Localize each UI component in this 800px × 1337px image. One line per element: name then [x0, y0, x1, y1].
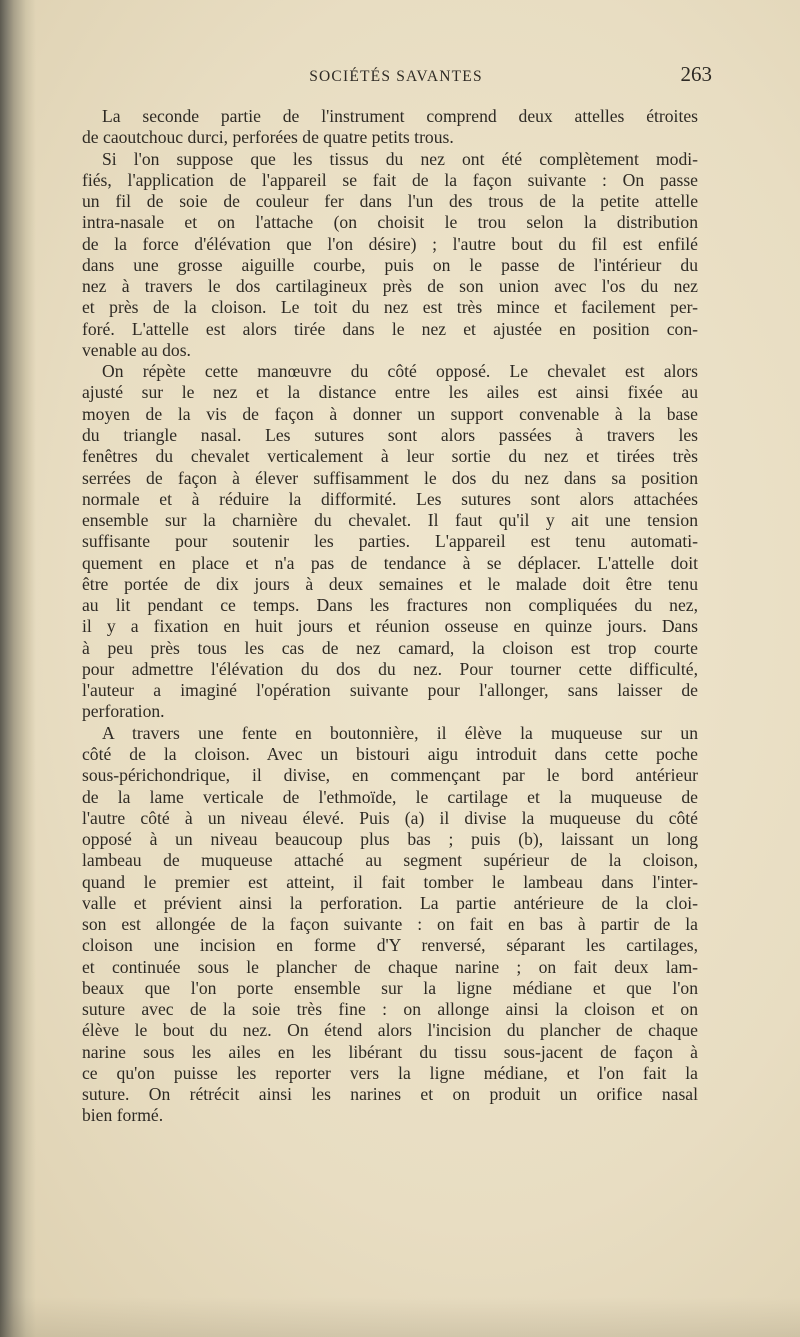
text-line: Si l'on suppose que les tissus du nez ont été complètement modi-	[102, 148, 698, 169]
text-line: bien formé.	[82, 1105, 164, 1126]
body-text	[82, 106, 698, 1127]
text-line: un fil de soie de couleur fer dans l'un des trous de la petite attelle	[82, 191, 698, 212]
text-line: sous-périchondrique, il divise, en commençant par le bord antérieur	[82, 765, 698, 786]
text-line: suffisante pour soutenir les parties. L'appareil est tenu automati-	[82, 531, 698, 552]
text-line: ajusté sur le nez et la distance entre les ailes est ainsi fixée au	[82, 382, 698, 403]
text-line: l'auteur a imaginé l'opération suivante pour l'allonger, sans laisser de	[82, 680, 698, 701]
text-line: ensemble sur la charnière du chevalet. Il faut qu'il y ait une tension	[82, 510, 698, 531]
text-line: opposé à un niveau beaucoup plus bas ; puis (b), laissant un long	[82, 829, 698, 850]
page-bottom-shading	[0, 1297, 800, 1337]
text-line: On répète cette manœuvre du côté opposé. Le chevalet est alors	[102, 361, 698, 382]
text-line: suture avec de la soie très fine : on allonge ainsi la cloison et on	[82, 999, 698, 1020]
text-line: normale et à réduire la difformité. Les sutures sont alors attachées	[82, 488, 698, 509]
text-line: de caoutchouc durci, perforées de quatre petits trous.	[82, 127, 454, 148]
text-line: La seconde partie de l'instrument comprend deux attelles étroites	[102, 106, 698, 126]
book-spine-shadow	[0, 0, 36, 1337]
text-line: perforation.	[82, 701, 165, 722]
text-line: moyen de la vis de façon à donner un support convenable à la base	[82, 403, 698, 424]
running-title: SOCIÉTÉS SAVANTES	[309, 68, 483, 85]
text-line: venable au dos.	[82, 339, 191, 360]
text-line: cloison une incision en forme d'Y renversé, séparant les cartilages,	[82, 935, 698, 956]
text-line: quement en place et n'a pas de tendance à se déplacer. L'attelle doit	[82, 552, 698, 573]
text-line: suture. On rétrécit ainsi les narines et on produit un orifice nasal	[82, 1084, 698, 1105]
text-line: dans une grosse aiguille courbe, puis on le passe de l'intérieur du	[82, 254, 698, 275]
page-header	[80, 62, 712, 92]
text-line: du triangle nasal. Les sutures sont alors passées à travers les	[82, 424, 698, 445]
text-line: élève le bout du nez. On étend alors l'incision du plancher de chaque	[82, 1020, 698, 1041]
text-line: à peu près tous les cas de nez camard, la cloison est trop courte	[82, 637, 698, 658]
text-line: de la force d'élévation que l'on désire) ; l'autre bout du fil est enfilé	[82, 233, 698, 254]
text-line: l'autre côté à un niveau élevé. Puis (a) il divise la muqueuse du côté	[82, 807, 698, 828]
text-line: fiés, l'application de l'appareil se fait de la façon suivante : On passe	[82, 169, 698, 190]
text-line: narine sous les ailes en les libérant du tissu sous-jacent de façon à	[82, 1041, 698, 1062]
text-line: quand le premier est atteint, il fait tomber le lambeau dans l'inter-	[82, 871, 698, 892]
text-line: fenêtres du chevalet verticalement à leur sortie du nez et tirées très	[82, 446, 698, 467]
page-number: 263	[680, 62, 712, 86]
text-line: il y a fixation en huit jours et réunion osseuse en quinze jours. Dans	[82, 616, 698, 637]
text-line: côté de la cloison. Avec un bistouri aigu introduit dans cette poche	[82, 743, 698, 764]
text-line: serrées de façon à élever suffisamment le dos du nez dans sa position	[82, 467, 698, 488]
text-line: nez à travers le dos cartilagineux près de son union avec l'os du nez	[82, 276, 698, 297]
text-line: au lit pendant ce temps. Dans les fractures non compliquées du nez,	[82, 595, 698, 616]
text-line: lambeau de muqueuse attaché au segment supérieur de la cloison,	[82, 850, 698, 871]
text-line: ce qu'on puisse les reporter vers la ligne médiane, et l'on fait la	[82, 1062, 698, 1083]
text-line: de la lame verticale de l'ethmoïde, le cartilage et la muqueuse de	[82, 786, 698, 807]
text-line: et continuée sous le plancher de chaque narine ; on fait deux lam-	[82, 956, 698, 977]
text-line: et près de la cloison. Le toit du nez est très mince et facilement per-	[82, 297, 698, 318]
text-line: A travers une fente en boutonnière, il élève la muqueuse sur un	[102, 722, 698, 743]
text-line: foré. L'attelle est alors tirée dans le nez et ajustée en position con-	[82, 318, 698, 339]
text-line: intra-nasale et on l'attache (on choisit le trou selon la distribution	[82, 212, 698, 233]
text-line: son est allongée de la façon suivante : on fait en bas à partir de la	[82, 914, 698, 935]
text-line: beaux que l'on porte ensemble sur la ligne médiane et que l'on	[82, 977, 698, 998]
text-line: être portée de dix jours à deux semaines et le malade doit être tenu	[82, 573, 698, 594]
text-line: pour admettre l'élévation du dos du nez. Pour tourner cette difficulté,	[82, 658, 698, 679]
text-line: valle et prévient ainsi la perforation. La partie antérieure de la cloi-	[82, 892, 698, 913]
